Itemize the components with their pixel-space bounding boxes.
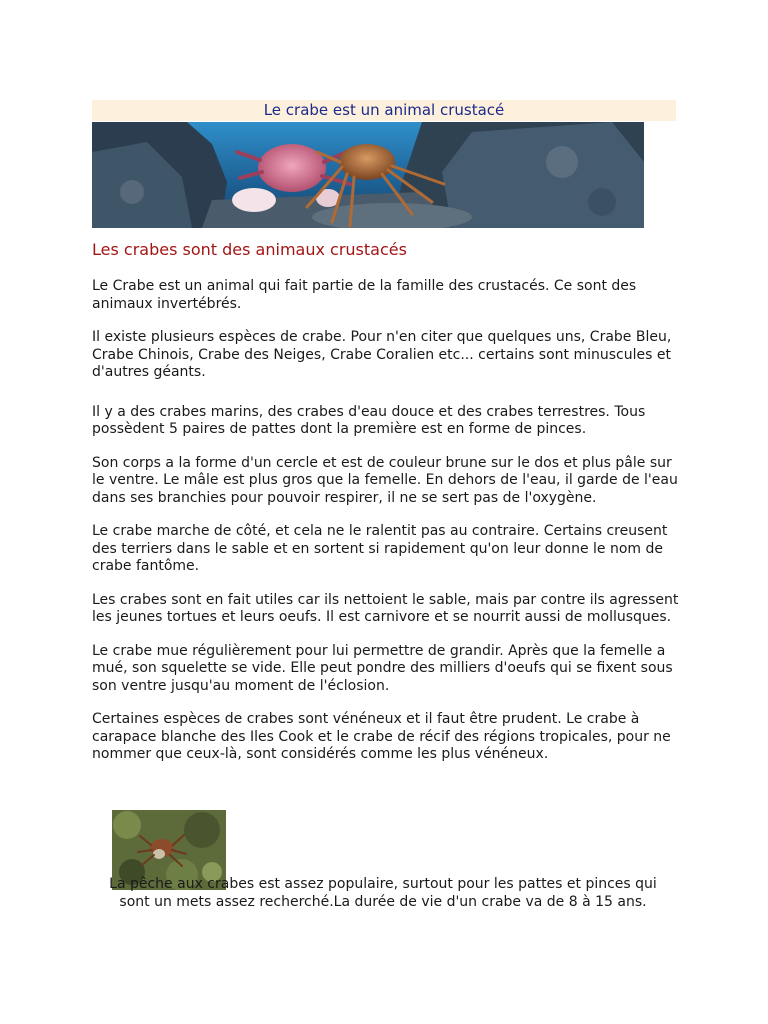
paragraph-intro: Le Crabe est un animal qui fait partie de la famille des crustacés. Ce sont des animaux invertébrés. (92, 278, 637, 312)
paragraph-fishing-lifespan: La pêche aux crabes est assez populaire, surtout pour les pattes et pinces qui sont un mets assez recherché.La durée de vie d'un crabe va de 8 à 15 ans. (109, 876, 657, 910)
page-title: Le crabe est un animal crustacé (92, 100, 676, 121)
paragraph-venomous: Certaines espèces de crabes sont vénéneux et il faut être prudent. Le crabe à carapace blanche des Iles Cook et le crabe de récif des régions tropicales, pour ne nommer que ceux-là, sont considérés comme les plus vénéneux. (92, 711, 671, 762)
section-heading: Les crabes sont des animaux crustacés (92, 240, 407, 259)
paragraph-ecology: Les crabes sont en fait utiles car ils nettoient le sable, mais par contre ils agressent les jeunes tortues et leurs oeufs. Il est carnivore et se nourrit aussi de mollusques. (92, 591, 679, 625)
paragraph-species: Il existe plusieurs espèces de crabe. Pour n'en citer que quelques uns, Crabe Bleu, Crabe Chinois, Crabe des Neiges, Crabe Coralien etc... certains sont minuscules et d'autres géants. (92, 329, 672, 380)
article-body (92, 278, 682, 780)
crab-banner-photo (92, 122, 644, 228)
paragraph-movement: Le crabe marche de côté, et cela ne le ralentit pas au contraire. Certains creusent des terriers dans le sable et en sortent si rapidement qu'on leur donne le nom de crabe fantôme. (92, 523, 668, 574)
paragraph-body-shape: Son corps a la forme d'un cercle et est de couleur brune sur le dos et plus pâle sur le ventre. Le mâle est plus gros que la femelle. En dehors de l'eau, il garde de l'eau dans ses branchies pour pouvoir respirer, il ne se sert pas de l'oxygène. (92, 454, 678, 506)
paragraph-habitats: Il y a des crabes marins, des crabes d'eau douce et des crabes terrestres. Tous possèdent 5 paires de pattes dont la première est en forme de pinces. (92, 403, 646, 437)
paragraph-molting: Le crabe mue régulièrement pour lui permettre de grandir. Après que la femelle a mué, son squelette se vide. Elle peut pondre des milliers d'oeufs qui se fixent sous son ventre jusqu'au moment de l'éclosion. (92, 642, 673, 694)
